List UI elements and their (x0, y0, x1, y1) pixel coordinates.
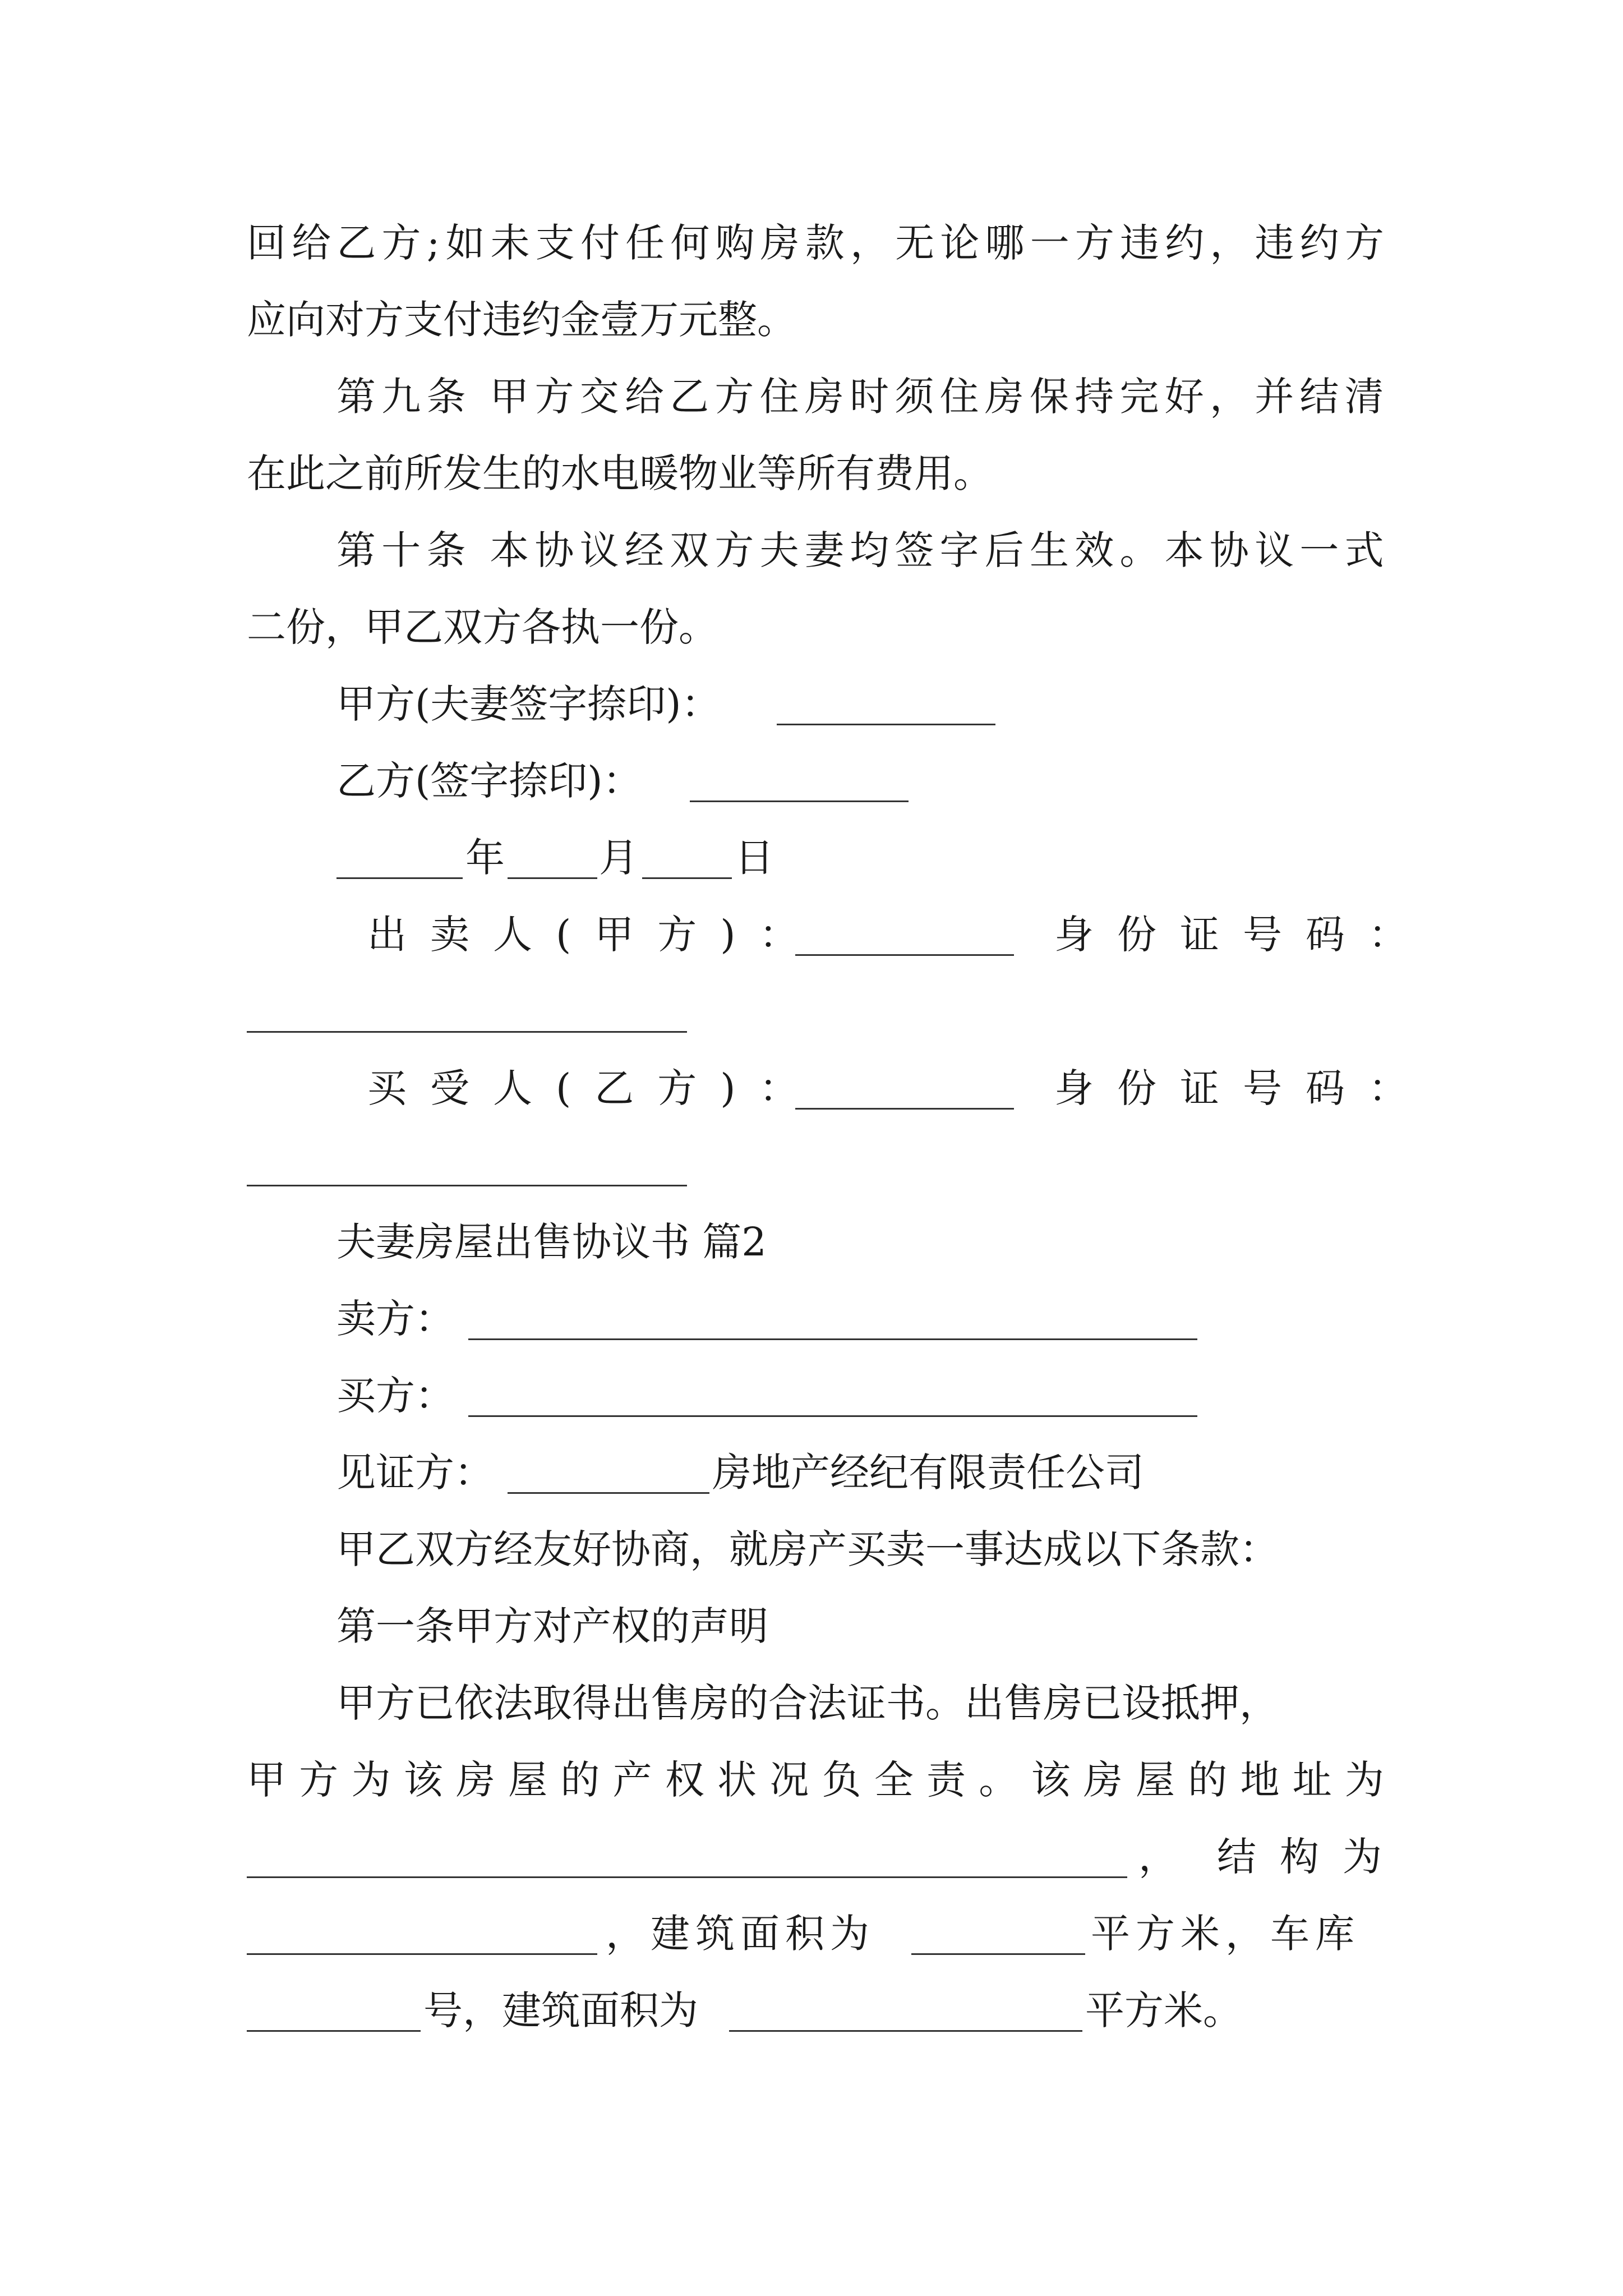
paragraph-8-line-1 (247, 220, 1384, 266)
glyph: 夫 (759, 527, 799, 573)
date-year-blank[interactable] (336, 877, 463, 879)
glyph: 协 (534, 527, 574, 573)
glyph: 交 (579, 374, 619, 420)
glyph: 回 (247, 220, 286, 266)
glyph: 房 (455, 1757, 495, 1803)
article-10-line-2: 二份，甲乙双方各执一份。 (247, 604, 718, 650)
glyph: 。 (979, 1757, 1018, 1803)
buyer-label: 买受人(乙方)： (367, 1065, 822, 1111)
glyph: 房 (804, 374, 844, 420)
glyph: 条 (426, 374, 466, 420)
glyph: 购 (715, 220, 755, 266)
glyph: 为 (1344, 1757, 1384, 1803)
buyer2-label: 买方： (336, 1373, 454, 1419)
buyer2-blank[interactable] (468, 1415, 1197, 1417)
glyph: 效 (1075, 527, 1114, 573)
glyph: 一 (1030, 220, 1069, 266)
glyph: 方 (714, 527, 754, 573)
glyph: 约 (1165, 220, 1205, 266)
glyph: 一 (1299, 527, 1339, 573)
party-b-signature-label: 乙方(签字捺印)： (336, 758, 642, 804)
glyph: 住 (939, 374, 979, 420)
glyph: 生 (1030, 527, 1069, 573)
article-9-line-1 (336, 374, 1384, 420)
glyph: 违 (1255, 220, 1294, 266)
seller2-label: 卖方： (336, 1296, 454, 1342)
date-month-label: 月 (599, 835, 638, 881)
article-9-line-2: 在此之前所发生的水电暖物业等所有费用。 (247, 450, 993, 496)
glyph: 论 (940, 220, 980, 266)
garage-number-blank[interactable] (247, 2030, 421, 2032)
glyph: ; (426, 220, 440, 266)
party-a-signature-blank[interactable] (777, 724, 995, 725)
glyph: 任 (625, 220, 665, 266)
glyph: 均 (850, 527, 889, 573)
glyph: 为 (351, 1757, 391, 1803)
witness-label: 见证方： (336, 1450, 494, 1496)
glyph: 哪 (985, 220, 1025, 266)
garage-number-label: 号，建筑面积为 (423, 1987, 698, 2033)
glyph: 议 (1255, 527, 1294, 573)
glyph: 条 (426, 527, 466, 573)
glyph: 权 (665, 1757, 704, 1803)
glyph: 房 (1083, 1757, 1123, 1803)
glyph: 产 (612, 1757, 652, 1803)
glyph: 甲 (490, 374, 529, 420)
glyph: 房 (760, 220, 800, 266)
seller2-blank[interactable] (468, 1338, 1197, 1340)
glyph: 给 (624, 374, 664, 420)
glyph: 并 (1255, 374, 1294, 420)
glyph: 方 (1344, 220, 1384, 266)
glyph: 约 (1299, 220, 1339, 266)
glyph: 字 (939, 527, 979, 573)
glyph: 本 (490, 527, 529, 573)
glyph: 方 (534, 374, 574, 420)
glyph: 第 (336, 527, 376, 573)
glyph: 乙 (670, 374, 709, 420)
seller-id-blank[interactable] (247, 1031, 687, 1033)
area-blank[interactable] (911, 1953, 1085, 1955)
party-a-signature-label: 甲方(夫妻签字捺印)： (336, 681, 721, 727)
structure-label: 结构为 (1217, 1834, 1405, 1880)
glyph: 方 (714, 374, 754, 420)
glyph: 址 (1292, 1757, 1332, 1803)
glyph: 本 (1164, 527, 1204, 573)
glyph: 第 (336, 374, 376, 420)
article-1-title: 第一条甲方对产权的声明 (336, 1603, 768, 1649)
glyph: 支 (535, 220, 575, 266)
glyph: 方 (299, 1757, 339, 1803)
glyph: 款 (805, 220, 845, 266)
glyph: 状 (717, 1757, 757, 1803)
glyph: 后 (984, 527, 1024, 573)
glyph: 九 (381, 374, 421, 420)
party-b-signature-blank[interactable] (690, 800, 909, 802)
glyph (472, 531, 484, 570)
glyph: 屋 (1135, 1757, 1175, 1803)
glyph: 经 (624, 527, 664, 573)
buyer-id-blank[interactable] (247, 1185, 687, 1186)
article-10-line-1 (336, 527, 1384, 573)
glyph: 保 (1030, 374, 1069, 420)
glyph: 全 (874, 1757, 914, 1803)
glyph: 好 (1164, 374, 1204, 420)
glyph: 无 (895, 220, 935, 266)
glyph: ， (850, 220, 889, 266)
article-1-line-1: 甲方已依法取得出售房的合法证书。出售房已设抵押， (336, 1680, 1279, 1726)
date-year-label: 年 (465, 835, 505, 881)
paragraph-8-line-2: 应向对方支付违约金壹万元整。 (247, 297, 796, 343)
glyph: 须 (895, 374, 934, 420)
glyph: 未 (490, 220, 530, 266)
glyph (472, 377, 484, 416)
address-comma: ， (1138, 1834, 1178, 1880)
glyph: 式 (1344, 527, 1384, 573)
section-title: 夫妻房屋出售协议书 篇2 (336, 1219, 767, 1265)
glyph: 责 (926, 1757, 966, 1803)
glyph: 屋 (508, 1757, 548, 1803)
intro-text: 甲乙双方经友好协商，就房产买卖一事达成以下条款： (336, 1526, 1279, 1572)
glyph: 的 (560, 1757, 600, 1803)
date-month-blank[interactable] (508, 877, 597, 879)
garage-sqm-label: 平方米。 (1085, 1987, 1242, 2033)
glyph: 时 (850, 374, 889, 420)
date-day-label: 日 (735, 835, 774, 881)
glyph: 付 (580, 220, 620, 266)
glyph: 方 (1075, 220, 1114, 266)
glyph: 。 (1119, 527, 1159, 573)
glyph: 的 (1188, 1757, 1228, 1803)
buyer-id-label: 身份证号码： (1054, 1065, 1431, 1111)
glyph: 双 (670, 527, 709, 573)
buyer-name-blank[interactable] (795, 1108, 1014, 1110)
glyph: 持 (1075, 374, 1114, 420)
glyph: 妻 (804, 527, 844, 573)
witness-company: 房地产经纪有限责任公司 (712, 1450, 1144, 1496)
article-1-line-2 (247, 1757, 1384, 1803)
glyph: 况 (769, 1757, 809, 1803)
glyph: 住 (759, 374, 799, 420)
glyph: 十 (381, 527, 421, 573)
glyph: 负 (822, 1757, 861, 1803)
glyph: 结 (1299, 374, 1339, 420)
date-day-blank[interactable] (642, 877, 732, 879)
glyph: 违 (1120, 220, 1160, 266)
area-label: ，建筑面积为 (606, 1911, 875, 1957)
glyph: 地 (1240, 1757, 1280, 1803)
glyph: 签 (895, 527, 934, 573)
glyph: ， (1210, 220, 1249, 266)
glyph: 如 (445, 220, 485, 266)
glyph: 该 (1031, 1757, 1071, 1803)
glyph: 甲 (247, 1757, 286, 1803)
glyph: 该 (403, 1757, 443, 1803)
glyph: 清 (1344, 374, 1384, 420)
glyph: 房 (984, 374, 1024, 420)
glyph: ， (1209, 374, 1249, 420)
sqm-garage-label: 平方米，车库 (1091, 1911, 1360, 1957)
garage-area-blank[interactable] (729, 2030, 1082, 2032)
glyph: 完 (1119, 374, 1159, 420)
structure-blank[interactable] (247, 1953, 597, 1955)
seller-name-blank[interactable] (795, 954, 1014, 956)
witness-blank[interactable] (508, 1492, 709, 1494)
glyph: 乙 (336, 220, 376, 266)
glyph: 协 (1209, 527, 1249, 573)
seller-id-label: 身份证号码： (1054, 912, 1431, 958)
glyph: 何 (670, 220, 710, 266)
glyph: 议 (579, 527, 619, 573)
glyph: 给 (292, 220, 331, 266)
seller-label: 出卖人(甲方)： (367, 912, 822, 958)
address-blank[interactable] (247, 1876, 1127, 1878)
glyph: 方 (381, 220, 421, 266)
